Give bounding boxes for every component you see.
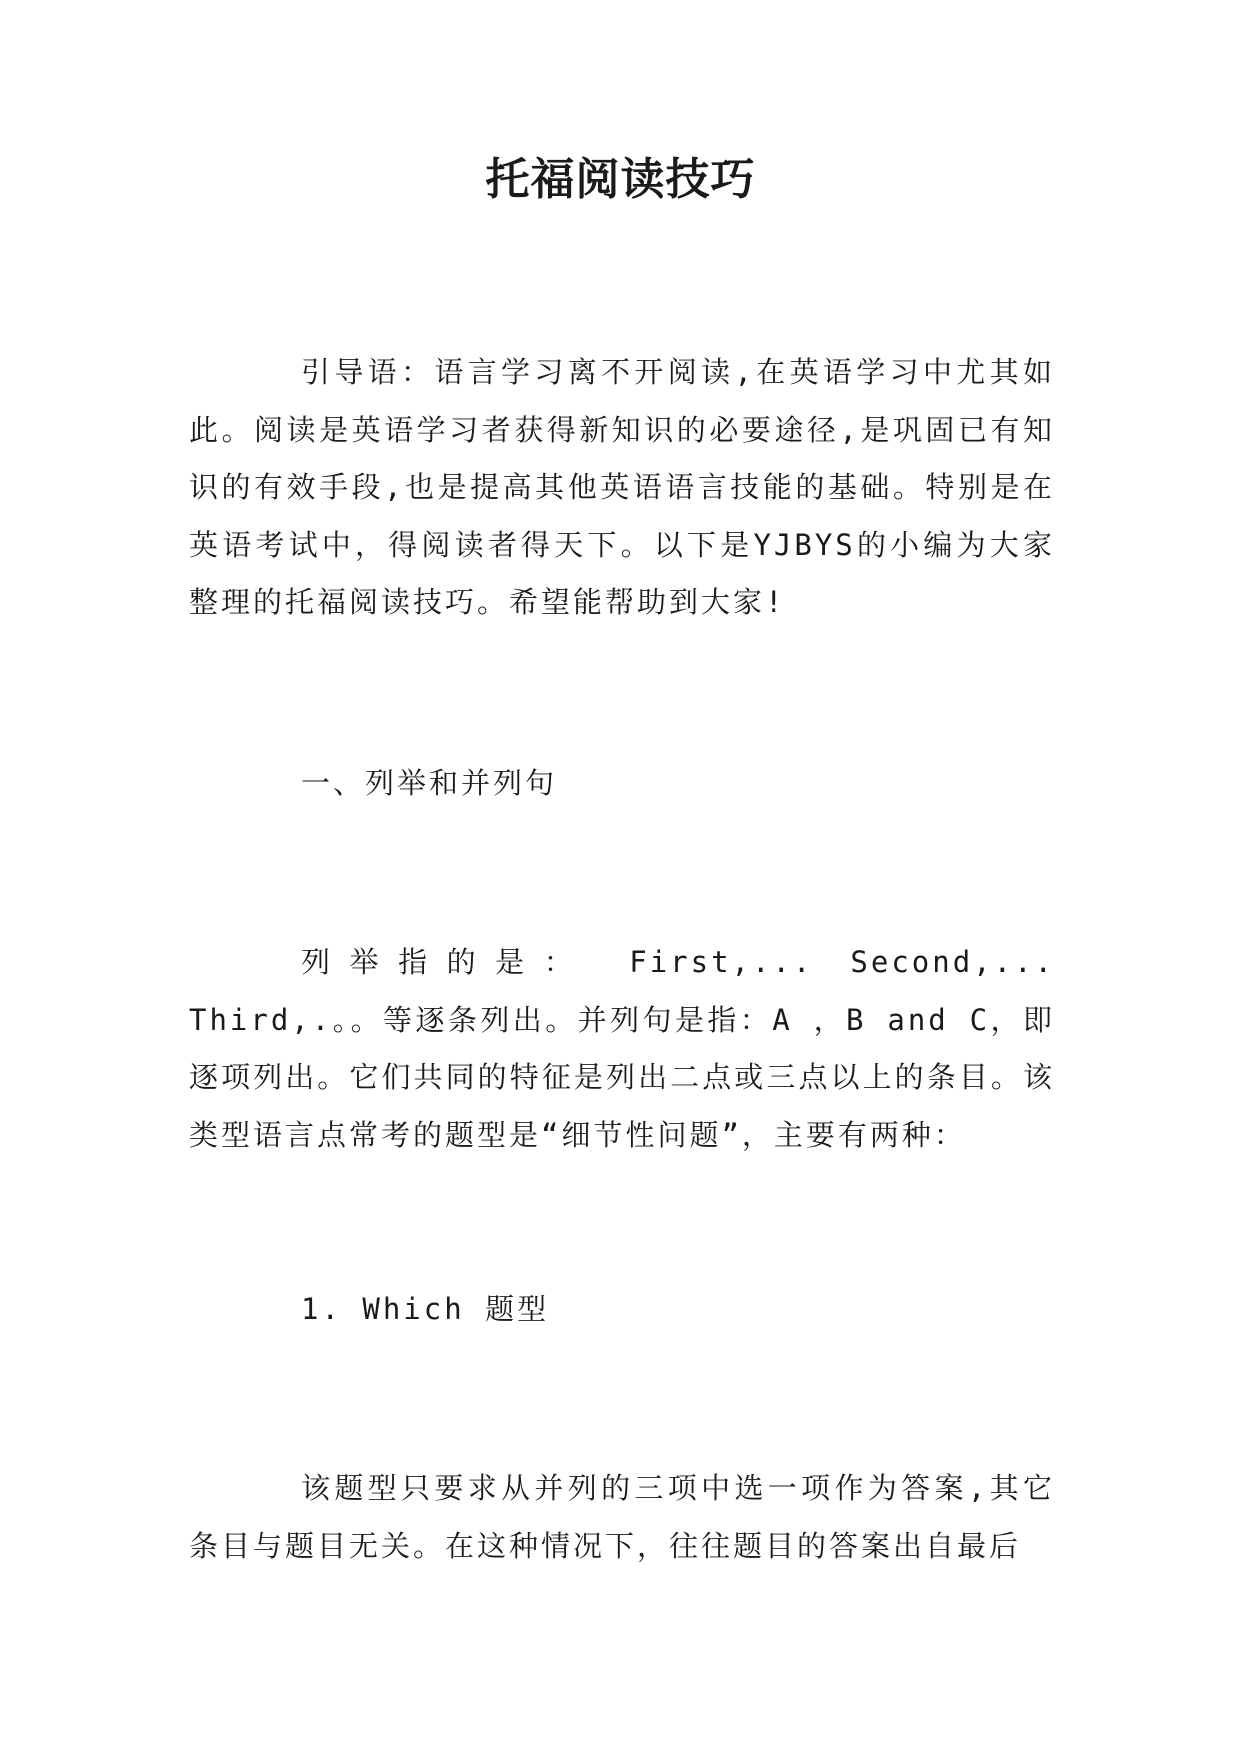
intro-paragraph: 引导语：语言学习离不开阅读,在英语学习中尤其如此。阅读是英语学习者获得新知识的必要途径,是巩固已有知识的有效手段,也是提高其他英语语言技能的基础。特别是在英语考试中，得阅读者得天下。以下是YJBYS的小编为大家整理的托福阅读技巧。希望能帮助到大家! xyxy=(189,355,1055,619)
subsection-heading: 1. Which 题型 xyxy=(301,1292,550,1326)
subsection-paragraph: 该题型只要求从并列的三项中选一项作为答案,其它条目与题目无关。在这种情况下，往往题目的答案出自最后 xyxy=(189,1471,1055,1563)
section-heading: 一、列举和并列句 xyxy=(301,766,558,800)
section-paragraph: 列举指的是： First,... Second,... Third,.。。等逐条列出。并列句是指：A ，B and C，即逐项列出。它们共同的特征是列出二点或三点以上的条目。该类型语言点常考的题型是“细节性问题”，主要有两种： xyxy=(189,945,1055,1152)
document-title: 托福阅读技巧 xyxy=(485,154,756,205)
